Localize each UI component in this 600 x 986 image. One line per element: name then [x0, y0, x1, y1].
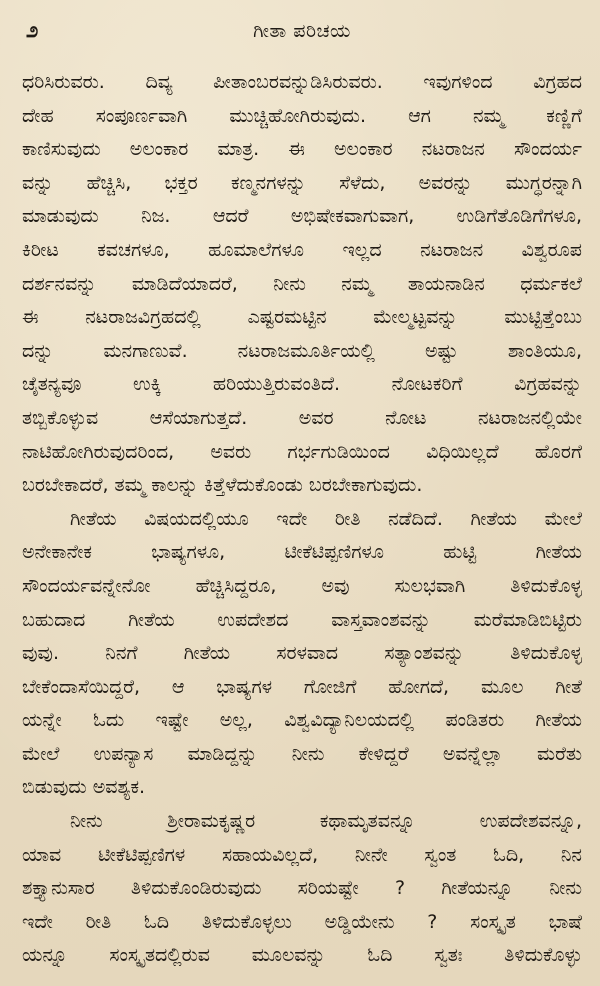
text-line: ಈ ನಟರಾಜವಿಗ್ರಹದಲ್ಲಿ ಎಷ್ಟರಮಟ್ಟಿನ ಮೇಲ್ಮಟ್ಟವನ್ನು ಮುಟ್ಟಿತ್ತೆಂಬು: [22, 306, 582, 329]
text-line: ಮೇಲೆ ಉಪನ್ಯಾಸ ಮಾಡಿದ್ದನ್ನು ನೀನು ಕೇಳಿದ್ದರೆ ಅವನ್ನೆಲ್ಲಾ ಮರೆತು: [22, 742, 582, 765]
text-line: ಯಾವ ಟೀಕೆಟಿಪ್ಪಣಿಗಳ ಸಹಾಯವಿಲ್ಲದೆ, ನೀನೇ ಸ್ವಂತ ಓದಿ, ನಿನ: [22, 843, 582, 866]
text-line: ವನ್ನು ಹೆಚ್ಚಿಸಿ, ಭಕ್ತರ ಕಣ್ಮನಗಳನ್ನು ಸೆಳೆದು, ಅವರನ್ನು ಮುಗ್ಧರನ್ನಾಗಿ: [22, 171, 582, 194]
page-header: [22, 12, 582, 52]
text-line: ಯನ್ನೂ ಸಂಸ್ಕೃತದಲ್ಲಿರುವ ಮೂಲವನ್ನು ಓದಿ ಸ್ವತಃ ತಿಳಿದುಕೊಳ್ಳು: [22, 944, 582, 967]
text-line: ಬರಬೇಕಾದರೆ, ತಮ್ಮ ಕಾಲನ್ನು ಕಿತ್ತೆಳೆದುಕೊಂಡು ಬರಬೇಕಾಗುವುದು.: [22, 474, 423, 497]
page-number: ೨: [26, 18, 39, 43]
text-line: ದರ್ಶನವನ್ನು ಮಾಡಿದೆಯಾದರೆ, ನೀನು ನಮ್ಮ ತಾಯನಾಡಿನ ಧರ್ಮಕಲೆ: [22, 272, 582, 295]
text-line: ತಬ್ಬಿಕೊಳ್ಳುವ ಆಸೆಯಾಗುತ್ತದೆ. ಅವರ ನೋಟ ನಟರಾಜನಲ್ಲಿಯೇ: [22, 406, 582, 429]
text-line: ಬೇಕೆಂದಾಸೆಯಿದ್ದರೆ, ಆ ಭಾಷ್ಯಗಳ ಗೋಜಿಗೆ ಹೋಗದೆ, ಮೂಲ ಗೀತೆ: [22, 675, 582, 698]
text-line: ದನ್ನು ಮನಗಾಣುವೆ. ನಟರಾಜಮೂರ್ತಿಯಲ್ಲಿ ಅಷ್ಟು ಶಾಂತಿಯೂ,: [22, 339, 582, 362]
text-line: ಬಿಡುವುದು ಅವಶ್ಯಕ.: [22, 776, 146, 799]
text-line: ಇದೇ ರೀತಿ ಓದಿ ತಿಳಿದುಕೊಳ್ಳಲು ಅಡ್ಡಿಯೇನು ? ಸಂಸ್ಕೃತ ಭಾಷೆ: [22, 910, 582, 933]
text-line: ಬಹುದಾದ ಗೀತೆಯ ಉಪದೇಶದ ವಾಸ್ತವಾಂಶವನ್ನು ಮರೆಮಾಡಿಬಿಟ್ಟಿರು: [22, 608, 582, 631]
text-line: ಮಾಡುವುದು ನಿಜ. ಆದರೆ ಅಭಿಷೇಕವಾಗುವಾಗ, ಉಡಿಗೆತೊಡಿಗೆಗಳೂ,: [22, 205, 582, 228]
text-line: ಸೌಂದರ್ಯವನ್ನೇನೋ ಹೆಚ್ಚಿಸಿದ್ದರೂ, ಅವು ಸುಲಭವಾಗಿ ತಿಳಿದುಕೊಳ್ಳ: [22, 574, 582, 597]
text-line: ವುವು. ನಿನಗೆ ಗೀತೆಯ ಸರಳವಾದ ಸತ್ಯಾಂಶವನ್ನು ತಿಳಿದುಕೊಳ್ಳ: [22, 642, 582, 665]
running-title: ಗೀತಾ ಪರಿಚಯ: [253, 20, 351, 42]
text-line: ಶಕ್ತ್ಯಾನುಸಾರ ತಿಳಿದುಕೊಂಡಿರುವುದು ಸರಿಯಷ್ಟೇ ? ಗೀತೆಯನ್ನೂ ನೀನು: [22, 877, 582, 900]
text-line: ಅನೇಕಾನೇಕ ಭಾಷ್ಯಗಳೂ, ಟೀಕೆಟಿಪ್ಪಣಿಗಳೂ ಹುಟ್ಟಿ ಗೀತೆಯ: [22, 541, 582, 564]
text-line: ಕಾಣಿಸುವುದು ಅಲಂಕಾರ ಮಾತ್ರ. ಈ ಅಲಂಕಾರ ನಟರಾಜನ ಸೌಂದರ್ಯ: [22, 138, 582, 161]
text-line: ಚೈತನ್ಯವೂ ಉಕ್ಕಿ ಹರಿಯುತ್ತಿರುವಂತಿದೆ. ನೋಟಕರಿಗೆ ವಿಗ್ರಹವನ್ನು: [22, 373, 582, 396]
text-line: ದೇಹ ಸಂಪೂರ್ಣವಾಗಿ ಮುಚ್ಚಿಹೋಗಿರುವುದು. ಆಗ ನಮ್ಮ ಕಣ್ಣಿಗೆ: [22, 104, 582, 127]
text-line: ಧರಿಸಿರುವರು. ದಿವ್ಯ ಪೀತಾಂಬರವನ್ನುಡಿಸಿರುವರು. ಇವುಗಳಿಂದ ವಿಗ್ರಹದ: [22, 71, 582, 93]
paragraph-start-line: ನೀನು ಶ್ರೀರಾಮಕೃಷ್ಣರ ಕಥಾಮೃತವನ್ನೂ ಉಪದೇಶವನ್ನೂ,: [70, 810, 582, 833]
text-line: ನಾಟಿಹೋಗಿರುವುದರಿಂದ, ಅವರು ಗರ್ಭಗುಡಿಯಿಂದ ವಿಧಿಯಿಲ್ಲದೆ ಹೊರಗೆ: [22, 440, 582, 463]
body-text: [22, 66, 582, 973]
text-line: ಕಿರೀಟ ಕವಚಗಳೂ, ಹೂಮಾಲೆಗಳೂ ಇಲ್ಲದ ನಟರಾಜನ ವಿಶ್ವರೂಪ: [22, 238, 582, 261]
text-line: ಯನ್ನೇ ಓದು ಇಷ್ಟೇ ಅಲ್ಲ, ವಿಶ್ವವಿದ್ಯಾನಿಲಯದಲ್ಲಿ ಪಂಡಿತರು ಗೀತೆಯ: [22, 709, 582, 732]
paragraph-start-line: ಗೀತೆಯ ವಿಷಯದಲ್ಲಿಯೂ ಇದೇ ರೀತಿ ನಡೆದಿದೆ. ಗೀತೆಯ ಮೇಲೆ: [70, 507, 582, 530]
